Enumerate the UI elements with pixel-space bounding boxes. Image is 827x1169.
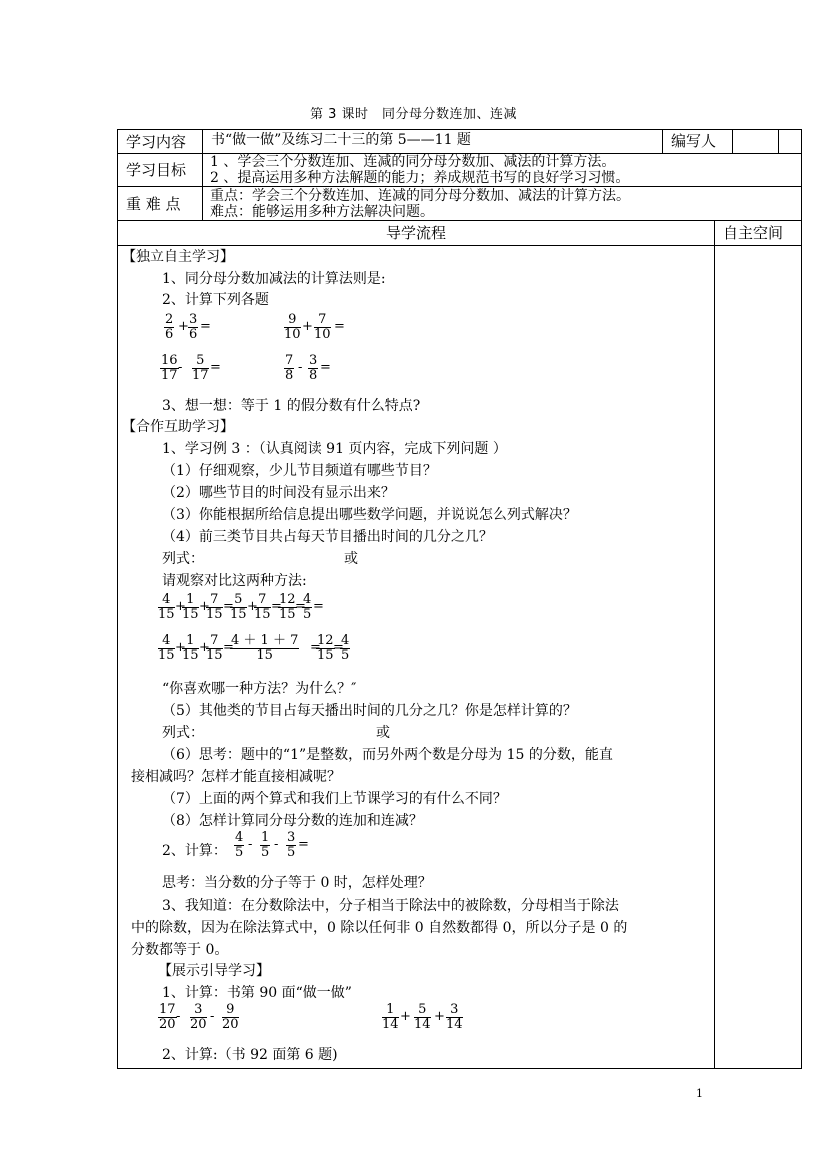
question-3: 3、想一想：等于 1 的假分数有什么特点? [162, 398, 421, 414]
calc-2-label: 2、计算： [162, 843, 227, 859]
question-1: 1、同分母分数加减法的计算法则是: [162, 271, 386, 287]
space-label: 自主空间 [723, 224, 784, 242]
compare-prompt: 请观察对比这两种方法: [162, 573, 307, 589]
focus-difficult: 难点：能够运用多种方法解决问题。 [210, 204, 434, 220]
content-value: 书“做一做”及练习二十三的第 5——11 题 [211, 132, 471, 148]
prompt-5: （5）其他类的节目占每天播出时间的几分之几？你是怎样计算的？ [162, 703, 577, 719]
or-1: 或 [344, 551, 358, 567]
calc-2-book: 2、计算:（书 92 面第 6 题) [162, 1047, 338, 1063]
or-2: 或 [376, 725, 390, 741]
question-2: 2、计算下列各题 [162, 292, 269, 308]
formula-label-2: 列式： [162, 725, 204, 741]
focus-key: 重点：学会三个分数连加、连减的同分母分数加、减法的计算方法。 [210, 188, 630, 204]
prompt-2: （2）哪些节目的时间没有显示出来？ [162, 485, 395, 501]
focus-label: 重 难 点 [126, 195, 181, 213]
calc-1: 1、计算：书第 90 面“做一做” [162, 985, 352, 1001]
example-3: 1、学习例 3 ：（认真阅读 91 页内容，完成下列问题 ） [162, 441, 507, 457]
prompt-1: （1）仔细观察，少儿节目频道有哪些节目？ [162, 463, 437, 479]
page-number: 1 [696, 1087, 703, 1100]
formula-label-1: 列式： [162, 551, 204, 567]
know-2: 中的除数，因为在除法算式中，0 除以任何非 0 自然数都得 0，所以分子是 0 的 [131, 920, 628, 936]
process-header-row [117, 220, 802, 245]
goals-label: 学习目标 [126, 161, 187, 179]
goal-2: 2 、提高运用多种方法解题的能力；养成规范书写的良好学习习惯。 [210, 170, 630, 186]
goal-1: 1 、学会三个分数连加、连减的同分母分数加、减法的计算方法。 [210, 154, 616, 170]
prompt-6b: 接相减吗？怎样才能直接相减呢？ [131, 769, 341, 785]
know-3: 分数都等于 0。 [131, 942, 229, 958]
section-cooperative: 【合作互助学习】 [122, 419, 234, 435]
section-display: 【展示引导学习】 [158, 963, 270, 979]
prompt-8: （8）怎样计算同分母分数的连加和连减？ [162, 813, 423, 829]
focus-row [117, 186, 802, 220]
process-body: 【独立自主学习】 1、同分母分数加减法的计算法则是: 2、计算下列各题 $\frac{2}{6}$ + $\frac{3}{6}$ = $\frac{9}{10}$ + $\frac{7}{10}$ = $\frac{16}{17}$ - $\frac{5}{17}$ = $\frac{7}{8}$ - $\frac{3}{8}$ = 3、想一想：等于 1 的假分数有什么特点? 【合作互助学习】 1、学习例 3 ：（认真阅读 91 页内容，完成下列问题 ） （1）仔细观察，少儿节目频道有哪些节目？ （2）哪些节目的时间没有显示出来？ （3）你能根据所给信息提出哪些数学问题，并说说怎么列式解决？ （4）前三类节目共占每天节目播出时间的几分之几？ 列式： 或 请观察对比这两种方法: $\frac{4}{15}$ + $\frac{1}{15}$ + $\frac{7}{15}$ = $\frac{5}{15}$ + $\frac{7}{15}$ = $\frac{12}{15}$ = $\frac{4}{5}$ = $\frac{4}{15}$ + $\frac{1}{15}$ + $\frac{7}{15}$ = $\frac{4 + 1 + 7}{15}$ = $\frac{12}{15}$ = $\frac{4}{5}$ “你喜欢哪一种方法？为什么？″ （5）其他类的节目占每天播出时间的几分之几？你是怎样计算的？ 列式： 或 （6）思考：题中的“1”是整数，而另外两个数是分母为 15 的分数，能直 接相减吗？怎样才能直接相减呢？ （7）上面的两个算式和我们上节课学习的有什么不同？ （8）怎样计算同分母分数的连加和连减？ 2、计算： $\frac{4}{5}$ - $\frac{1}{5}$ - $\frac{3}{5}$ = 思考：当分数的分子等于 0 时，怎样处理？ 3、我知道：在分数除法中，分子相当于除法中的被除数，分母相当于除法 中的除数，因为在除法算式中，0 除以任何非 0 自然数都得 0，所以分子是 0 的 分数都等于 0。 【展示引导学习】 1、计算：书第 90 面“做一做” $\frac{17}{20}$ - $\frac{3}{20}$ - $\frac{9}{20}$ $\frac{1}{14}$ + $\frac{5}{14}$ + $\frac{3}{14}$ 2、计算:（书 92 面第 6 题) [117, 245, 802, 1069]
think-prompt: 思考：当分数的分子等于 0 时，怎样处理？ [162, 875, 432, 891]
know-1: 3、我知道：在分数除法中，分子相当于除法中的被除数，分母相当于除法 [162, 898, 619, 914]
prompt-3: （3）你能根据所给信息提出哪些数学问题，并说说怎么列式解决？ [162, 507, 577, 523]
prompt-6a: （6）思考：题中的“1”是整数，而另外两个数是分母为 15 的分数，能直 [162, 747, 613, 763]
author-label: 编写人 [671, 132, 717, 150]
prompt-7: （7）上面的两个算式和我们上节课学习的有什么不同？ [162, 791, 507, 807]
prompt-4: （4）前三类节目共占每天节目播出时间的几分之几？ [162, 529, 493, 545]
process-label: 导学流程 [386, 224, 447, 242]
goals-row [117, 153, 802, 186]
content-label: 学习内容 [126, 133, 187, 151]
section-independent: 【独立自主学习】 [122, 249, 234, 265]
page-title: 第 3 课时 同分母分数连加、连减 [309, 107, 518, 122]
preference-question: “你喜欢哪一种方法？为什么？″ [162, 681, 357, 697]
